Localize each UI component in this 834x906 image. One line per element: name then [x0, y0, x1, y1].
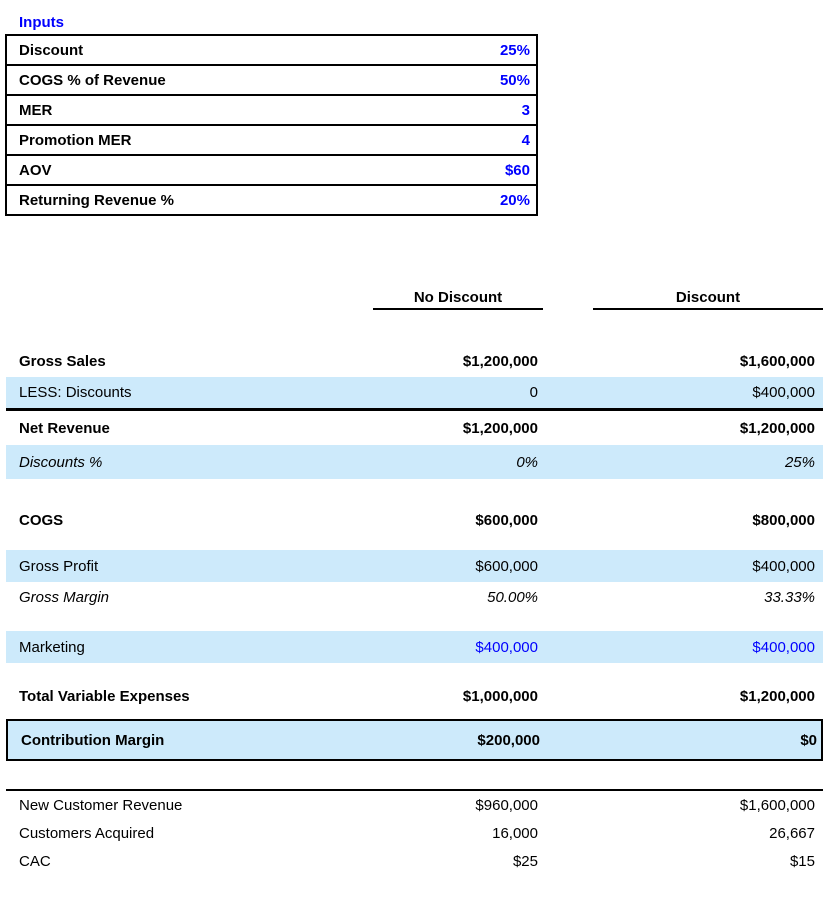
cell-no-discount: 16,000 [492, 824, 538, 842]
row-label: LESS: Discounts [19, 384, 132, 401]
cell-discount: $800,000 [752, 512, 815, 529]
input-value-cell[interactable]: 3 [521, 101, 530, 119]
row-label: Total Variable Expenses [19, 688, 190, 705]
row-marketing [6, 631, 823, 663]
comparison-table [6, 280, 823, 875]
input-row-mer [7, 96, 536, 126]
cell-no-discount: $600,000 [475, 512, 538, 529]
spacer [6, 712, 823, 719]
cell-discount: $1,200,000 [739, 419, 815, 437]
column-header-no-discount: No Discount [373, 289, 543, 310]
cell-discount: $400,000 [752, 557, 815, 575]
row-label: Net Revenue [19, 419, 110, 437]
row-gross-sales [6, 346, 823, 377]
row-label: Customers Acquired [19, 824, 155, 842]
row-total-variable-expenses [6, 681, 823, 712]
row-contribution-margin [6, 719, 823, 761]
cell-no-discount: 50.00% [487, 589, 538, 606]
input-row-returning-revenue [7, 186, 536, 214]
cell-discount: $0 [800, 731, 817, 749]
input-value-cell[interactable]: 20% [499, 191, 530, 209]
row-label: New Customer Revenue [19, 796, 183, 814]
row-cac [6, 847, 823, 875]
cell-discount: 26,667 [769, 824, 815, 842]
row-label: COGS [19, 512, 64, 529]
input-value-cell[interactable]: 25% [499, 41, 530, 59]
row-label: Gross Profit [19, 557, 99, 575]
cell-discount: 33.33% [764, 589, 815, 606]
input-label: MER [19, 101, 53, 119]
row-cogs [6, 505, 823, 536]
row-label: Gross Margin [19, 589, 110, 606]
spacer [6, 613, 823, 631]
inputs-section [0, 12, 834, 216]
row-label: CAC [19, 852, 51, 870]
cell-discount: $1,600,000 [739, 353, 815, 370]
row-label: Contribution Margin [21, 731, 165, 749]
row-label: Gross Sales [19, 353, 106, 370]
cell-discount: $400,000 [752, 384, 815, 401]
input-label: AOV [19, 161, 52, 179]
input-row-cogs-pct [7, 66, 536, 96]
cell-no-discount: $1,200,000 [462, 353, 538, 370]
cell-discount: 25% [784, 453, 815, 471]
input-value-cell[interactable]: 50% [499, 71, 530, 89]
row-less-discounts [6, 377, 823, 411]
row-customers-acquired [6, 819, 823, 847]
input-label: Promotion MER [19, 131, 132, 149]
cell-no-discount: $960,000 [475, 796, 538, 814]
input-label: Returning Revenue % [19, 191, 175, 209]
input-label: COGS % of Revenue [19, 71, 166, 89]
cell-no-discount: $25 [512, 852, 538, 870]
spacer [6, 536, 823, 550]
row-label: Marketing [19, 638, 85, 656]
inputs-table [5, 34, 538, 216]
row-gross-profit [6, 550, 823, 582]
input-row-discount [7, 36, 536, 66]
cell-no-discount: $1,200,000 [462, 419, 538, 437]
cell-no-discount: 0% [516, 453, 538, 471]
cell-discount[interactable]: $400,000 [752, 638, 815, 656]
cell-no-discount[interactable]: $400,000 [475, 638, 538, 656]
inputs-title: Inputs [19, 14, 64, 31]
cell-no-discount: $1,000,000 [462, 688, 538, 705]
row-gross-margin [6, 582, 823, 613]
row-label: Discounts % [19, 453, 103, 471]
cell-discount: $1,600,000 [739, 796, 815, 814]
input-value-cell[interactable]: 4 [521, 131, 530, 149]
row-discounts-pct [6, 445, 823, 479]
spacer [6, 479, 823, 505]
input-row-aov [7, 156, 536, 186]
cell-discount: $15 [789, 852, 815, 870]
cell-no-discount: $600,000 [475, 557, 538, 575]
input-label: Discount [19, 41, 84, 59]
input-value-cell[interactable]: $60 [504, 161, 530, 179]
column-header-discount: Discount [593, 289, 823, 310]
spacer [6, 663, 823, 681]
row-new-customer-revenue [6, 791, 823, 819]
column-headers-row [6, 280, 823, 310]
cell-no-discount: $200,000 [477, 731, 540, 749]
cell-no-discount: 0 [529, 384, 538, 401]
input-row-promotion-mer [7, 126, 536, 156]
row-net-revenue [6, 411, 823, 445]
cell-discount: $1,200,000 [739, 688, 815, 705]
spacer [6, 761, 823, 789]
